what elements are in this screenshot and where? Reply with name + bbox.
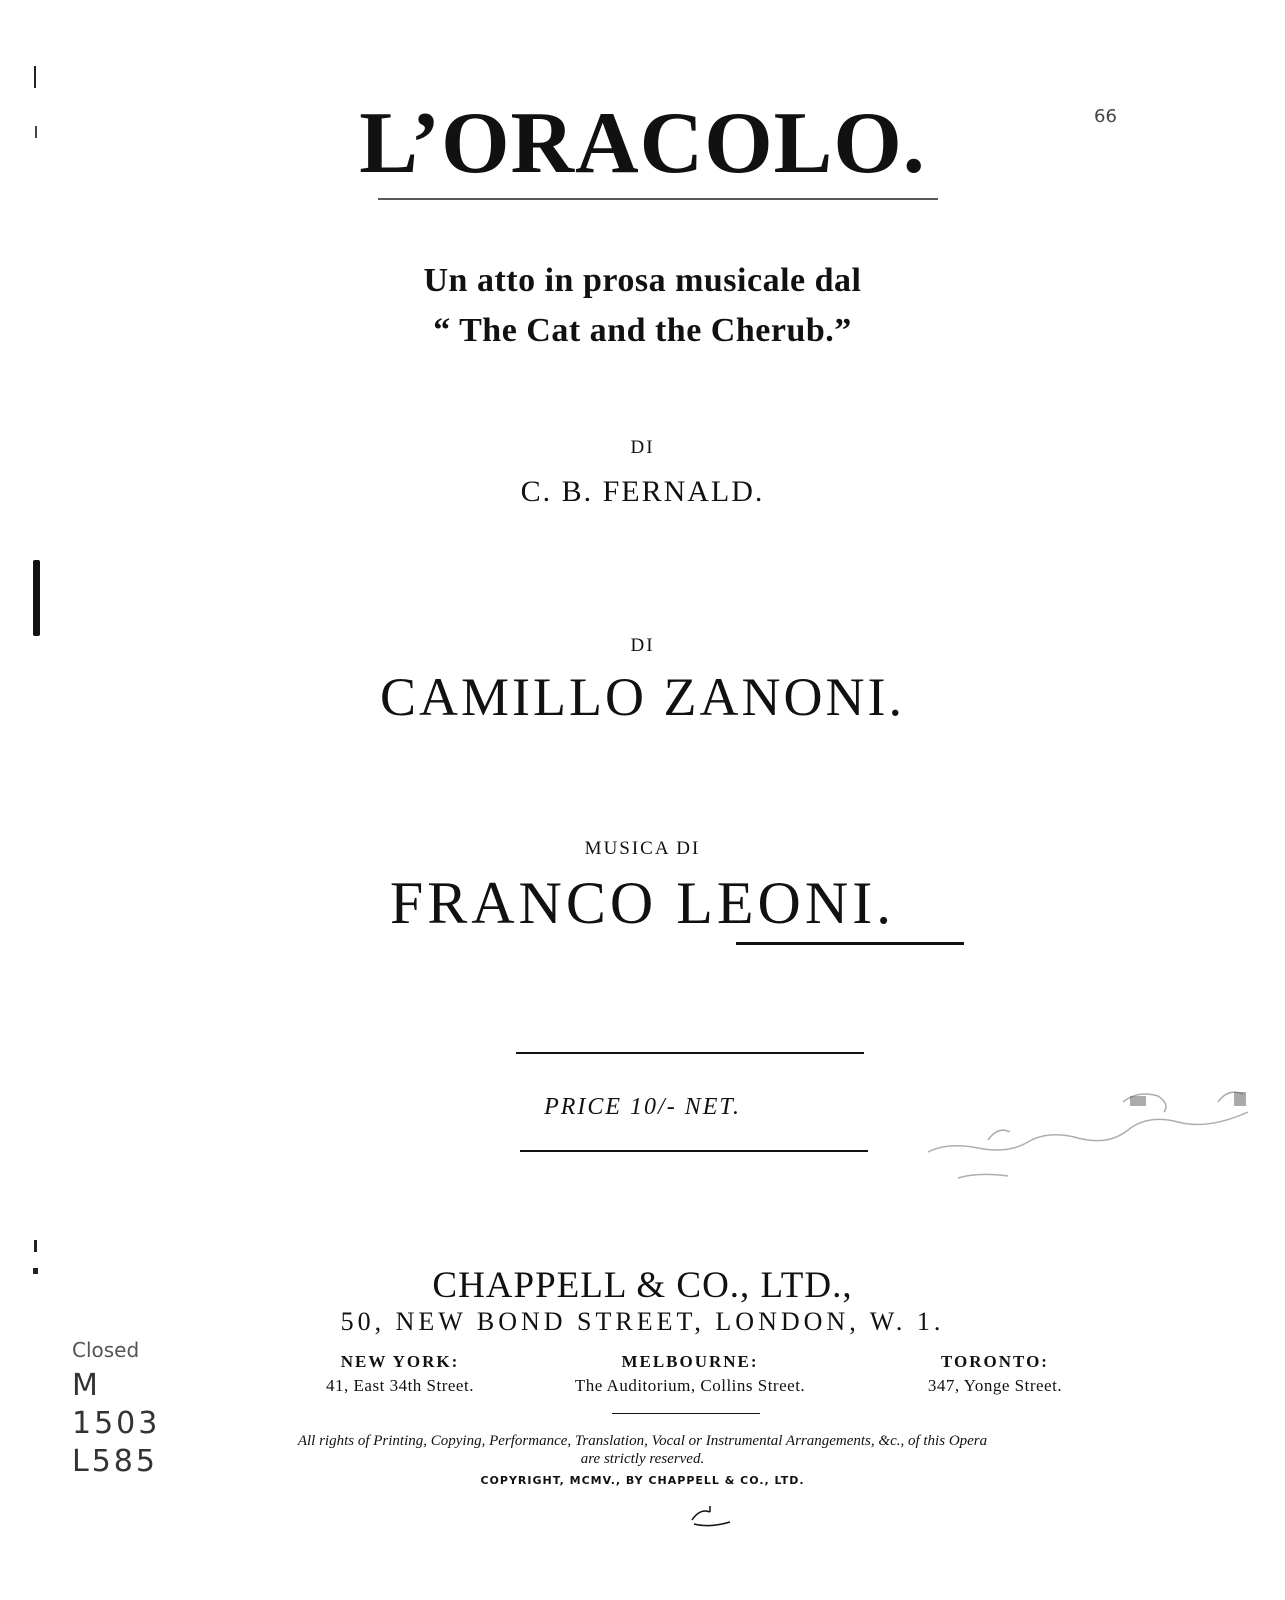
handwritten-call-number bbox=[72, 1338, 222, 1479]
call-number-line-4: L585 bbox=[72, 1444, 158, 1479]
librettist-prefix: DI bbox=[630, 635, 655, 656]
scan-mark-left-bottom bbox=[34, 1240, 37, 1252]
price-rule-bottom bbox=[520, 1150, 868, 1152]
author-prefix: DI bbox=[630, 437, 655, 458]
composer-underline bbox=[736, 942, 964, 945]
publisher-address: 50, NEW BOND STREET, LONDON, W. 1. bbox=[340, 1307, 945, 1336]
handwritten-corner-note: 66 bbox=[1094, 106, 1117, 127]
ornament-icon bbox=[686, 1500, 738, 1528]
branch-address-melbourne: The Auditorium, Collins Street. bbox=[574, 1376, 806, 1395]
branch-address-toronto: 347, Yonge Street. bbox=[927, 1376, 1063, 1395]
call-number-line-3: 1503 bbox=[72, 1406, 161, 1441]
scan-mark-left-bar bbox=[33, 560, 40, 636]
call-number-line-1: Closed bbox=[72, 1338, 140, 1362]
price-rule-top bbox=[516, 1052, 864, 1054]
copyright-line: COPYRIGHT, MCMV., BY CHAPPELL & CO., LTD. bbox=[480, 1474, 805, 1487]
scan-mark-left-top-2 bbox=[35, 126, 37, 138]
call-number-line-2: M bbox=[72, 1368, 98, 1403]
branch-address-new-york: 41, East 34th Street. bbox=[326, 1376, 474, 1395]
rights-divider bbox=[612, 1413, 760, 1414]
subtitle-line-1: Un atto in prosa musicale dal bbox=[423, 262, 862, 299]
composer-name: FRANCO LEONI. bbox=[389, 870, 896, 936]
rights-line-1: All rights of Printing, Copying, Performance, Translation, Vocal or Instrumental Arrangements, &c., of this Opera bbox=[297, 1433, 988, 1449]
branch-city-toronto: TORONTO: bbox=[941, 1352, 1049, 1371]
title-underline bbox=[378, 198, 938, 200]
page-title: L’ORACOLO. bbox=[359, 95, 926, 192]
subtitle-line-2: “ The Cat and the Cherub.” bbox=[433, 312, 852, 349]
scan-mark-left-top bbox=[34, 66, 36, 88]
librettist-name: CAMILLO ZANONI. bbox=[380, 667, 905, 727]
branch-city-new-york: NEW YORK: bbox=[340, 1352, 460, 1371]
branch-city-melbourne: MELBOURNE: bbox=[621, 1352, 759, 1371]
scan-mark-left-bottom-2 bbox=[33, 1268, 38, 1274]
stamp-smudge bbox=[918, 1082, 1268, 1212]
author-name: C. B. FERNALD. bbox=[520, 475, 765, 508]
price-label: PRICE 10/- NET. bbox=[544, 1094, 741, 1120]
composer-prefix: MUSICA DI bbox=[584, 838, 701, 859]
rights-line-2: are strictly reserved. bbox=[580, 1451, 705, 1467]
publisher-name: CHAPPELL & CO., LTD., bbox=[432, 1265, 853, 1306]
